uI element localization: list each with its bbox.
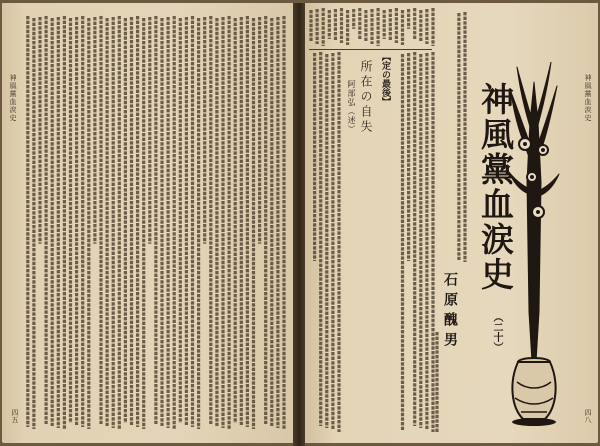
inset-section-heading: 【定の最後】 <box>380 52 390 106</box>
gutter <box>293 0 305 446</box>
running-head-left: 神風黨血涙史 <box>9 74 17 122</box>
folio-left: 四五 <box>11 409 19 423</box>
left-page <box>2 2 293 443</box>
inset-article-author: 阿部弘（述） <box>347 80 356 134</box>
author-name: 石原醜男 <box>442 272 458 352</box>
ikebana-vase-illustration <box>505 62 563 427</box>
folio-right: 四八 <box>584 409 592 423</box>
series-number: （二十） <box>491 312 502 352</box>
inset-article-title: 所在の自失 <box>359 60 373 135</box>
article-title: 神風黨血涙史 <box>476 82 515 292</box>
inset-rule <box>309 49 432 50</box>
running-head-right: 神風黨血涙史 <box>584 74 592 122</box>
body-text-block-left <box>2 2 293 443</box>
